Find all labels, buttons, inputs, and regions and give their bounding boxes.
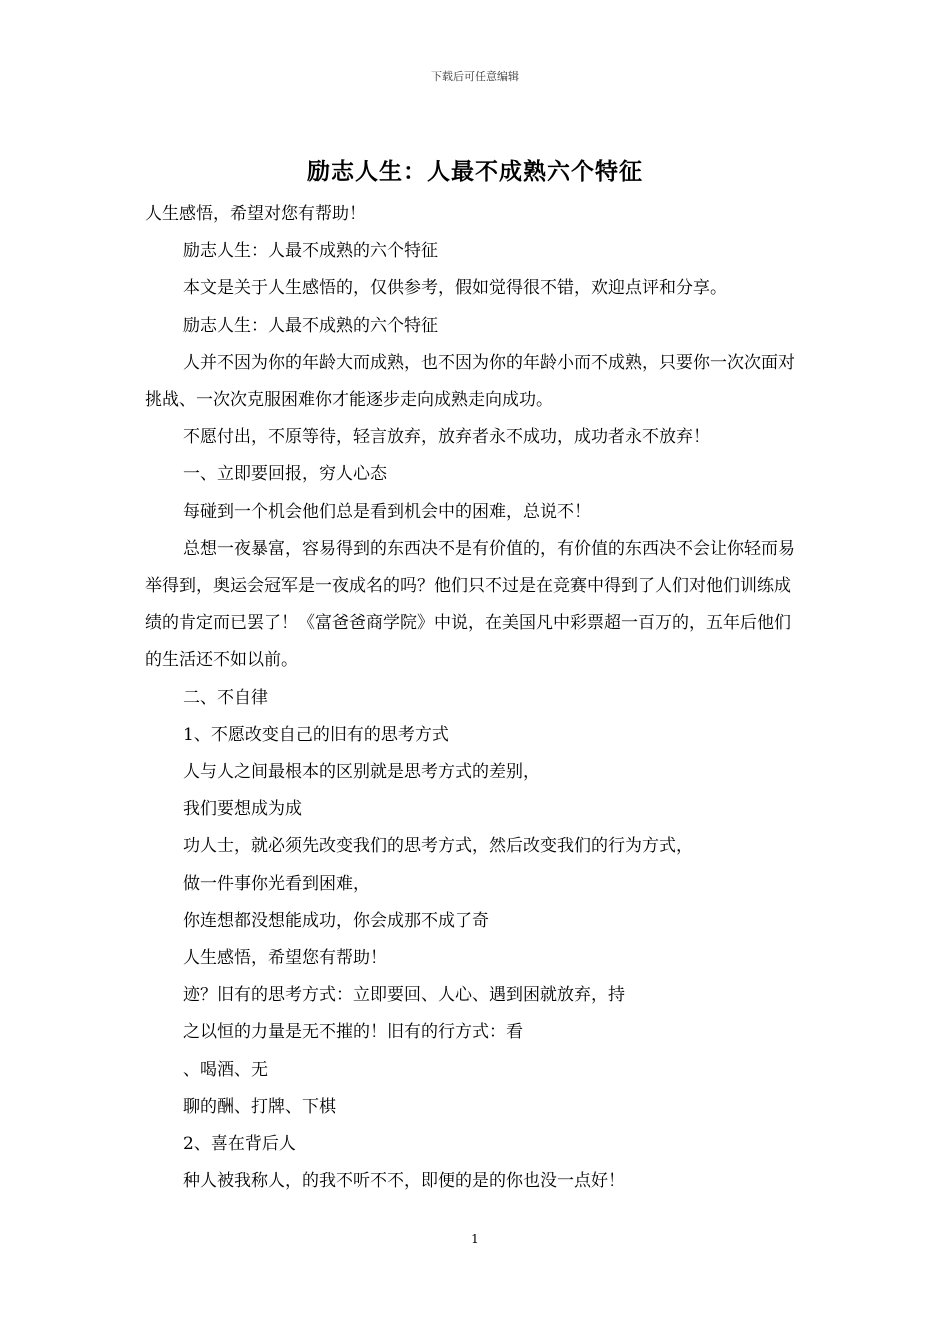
paragraph: 、喝酒、无: [183, 1059, 268, 1080]
document-body: [145, 196, 807, 1200]
paragraph: 本文是关于人生感悟的，仅供参考，假如觉得很不错，欢迎点评和分享。: [183, 278, 727, 299]
page-number: 1: [471, 1232, 479, 1246]
paragraph: 做一件事你光看到困难，: [183, 873, 370, 894]
paragraph: 励志人生：人最不成熟的六个特征: [183, 315, 438, 336]
document-title: 励志人生：人最不成熟六个特征: [307, 158, 643, 185]
paragraph: 人与人之间最根本的区别就是思考方式的差别，: [183, 762, 540, 783]
paragraph: 聊的酬、打牌、下棋: [183, 1096, 336, 1117]
paragraph: 我们要想成为成: [183, 799, 302, 820]
paragraph: 人生感悟，希望您有帮助！: [183, 948, 387, 969]
paragraph: 迹？旧有的思考方式：立即要回、人心、遇到困就放弃，持: [183, 985, 625, 1006]
section-heading: 一、立即要回报，穷人心态: [183, 464, 387, 485]
paragraph: 人并不因为你的年龄大而成熟，也不因为你的年龄小而不成熟，只要你一次次面对挑战、一次次克服困难你才能逐步走向成熟走向成功。: [145, 352, 795, 411]
paragraph: 总想一夜暴富，容易得到的东西决不是有价值的，有价值的东西决不会让你轻而易举得到，奥运会冠军是一夜成名的吗？他们只不过是在竞赛中得到了人们对他们训练成绩的肯定而已罢了！《富爸爸商学院》中说，在美国凡中彩票超一百万的，五年后他们的生活还不如以前。: [145, 538, 795, 671]
paragraph: 之以恒的力量是无不摧的！旧有的行方式：看: [183, 1022, 523, 1043]
paragraph: 人生感悟，希望对您有帮助！: [145, 204, 366, 224]
section-heading: 二、不自律: [183, 687, 268, 708]
paragraph: 每碰到一个机会他们总是看到机会中的困难，总说不！: [183, 501, 591, 522]
subsection-heading: 2、喜在背后人: [183, 1134, 296, 1155]
paragraph: 功人士，就必须先改变我们的思考方式，然后改变我们的行为方式，: [183, 836, 693, 857]
page-header: 下载后可任意编辑: [431, 70, 519, 83]
paragraph: 你连想都没想能成功，你会成那不成了奇: [183, 910, 489, 931]
paragraph: 种人被我称人，的我不听不不，即便的是的你也没一点好！: [183, 1171, 625, 1192]
paragraph: 不愿付出，不原等待，轻言放弃，放弃者永不成功，成功者永不放弃！: [183, 427, 710, 448]
paragraph: 励志人生：人最不成熟的六个特征: [183, 241, 438, 262]
subsection-heading: 1、不愿改变自己的旧有的思考方式: [183, 724, 449, 745]
